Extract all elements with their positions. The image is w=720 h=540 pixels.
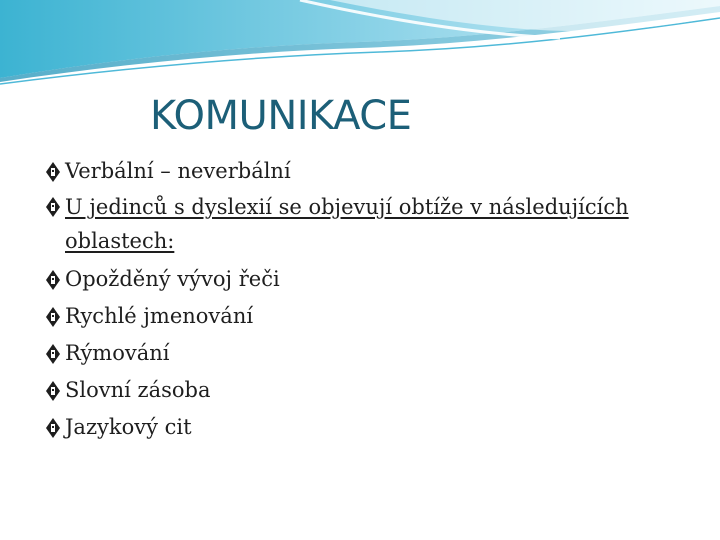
missing-glyph-icon: [46, 307, 60, 327]
list-item-text: Opožděný vývoj řeči: [65, 267, 280, 291]
list-item-text: Rychlé jmenování: [65, 304, 254, 328]
list-item: [46, 335, 686, 372]
missing-glyph-icon: [46, 197, 60, 217]
missing-glyph-icon: [46, 270, 60, 290]
missing-glyph-icon: [46, 344, 60, 364]
list-item-text: U jedinců s dyslexií se objevují obtíže v následujících oblastech:: [65, 195, 629, 253]
list-item-text: Slovní zásoba: [65, 378, 211, 402]
list-item-text: Verbální – neverbální: [65, 159, 291, 183]
missing-glyph-icon: [46, 418, 60, 438]
slide-title: KOMUNIKACE: [150, 93, 412, 139]
missing-glyph-icon: [46, 162, 60, 182]
list-item: [46, 261, 686, 298]
list-item: [46, 372, 686, 409]
list-item-text: Jazykový cit: [65, 415, 192, 439]
missing-glyph-icon: [46, 381, 60, 401]
list-item: [46, 153, 686, 190]
list-item-text: Rýmování: [65, 341, 170, 365]
list-item: [46, 298, 686, 335]
header-wave-decoration: [0, 0, 720, 90]
list-item: [46, 190, 686, 261]
bullet-list: [46, 153, 686, 446]
list-item: [46, 409, 686, 446]
